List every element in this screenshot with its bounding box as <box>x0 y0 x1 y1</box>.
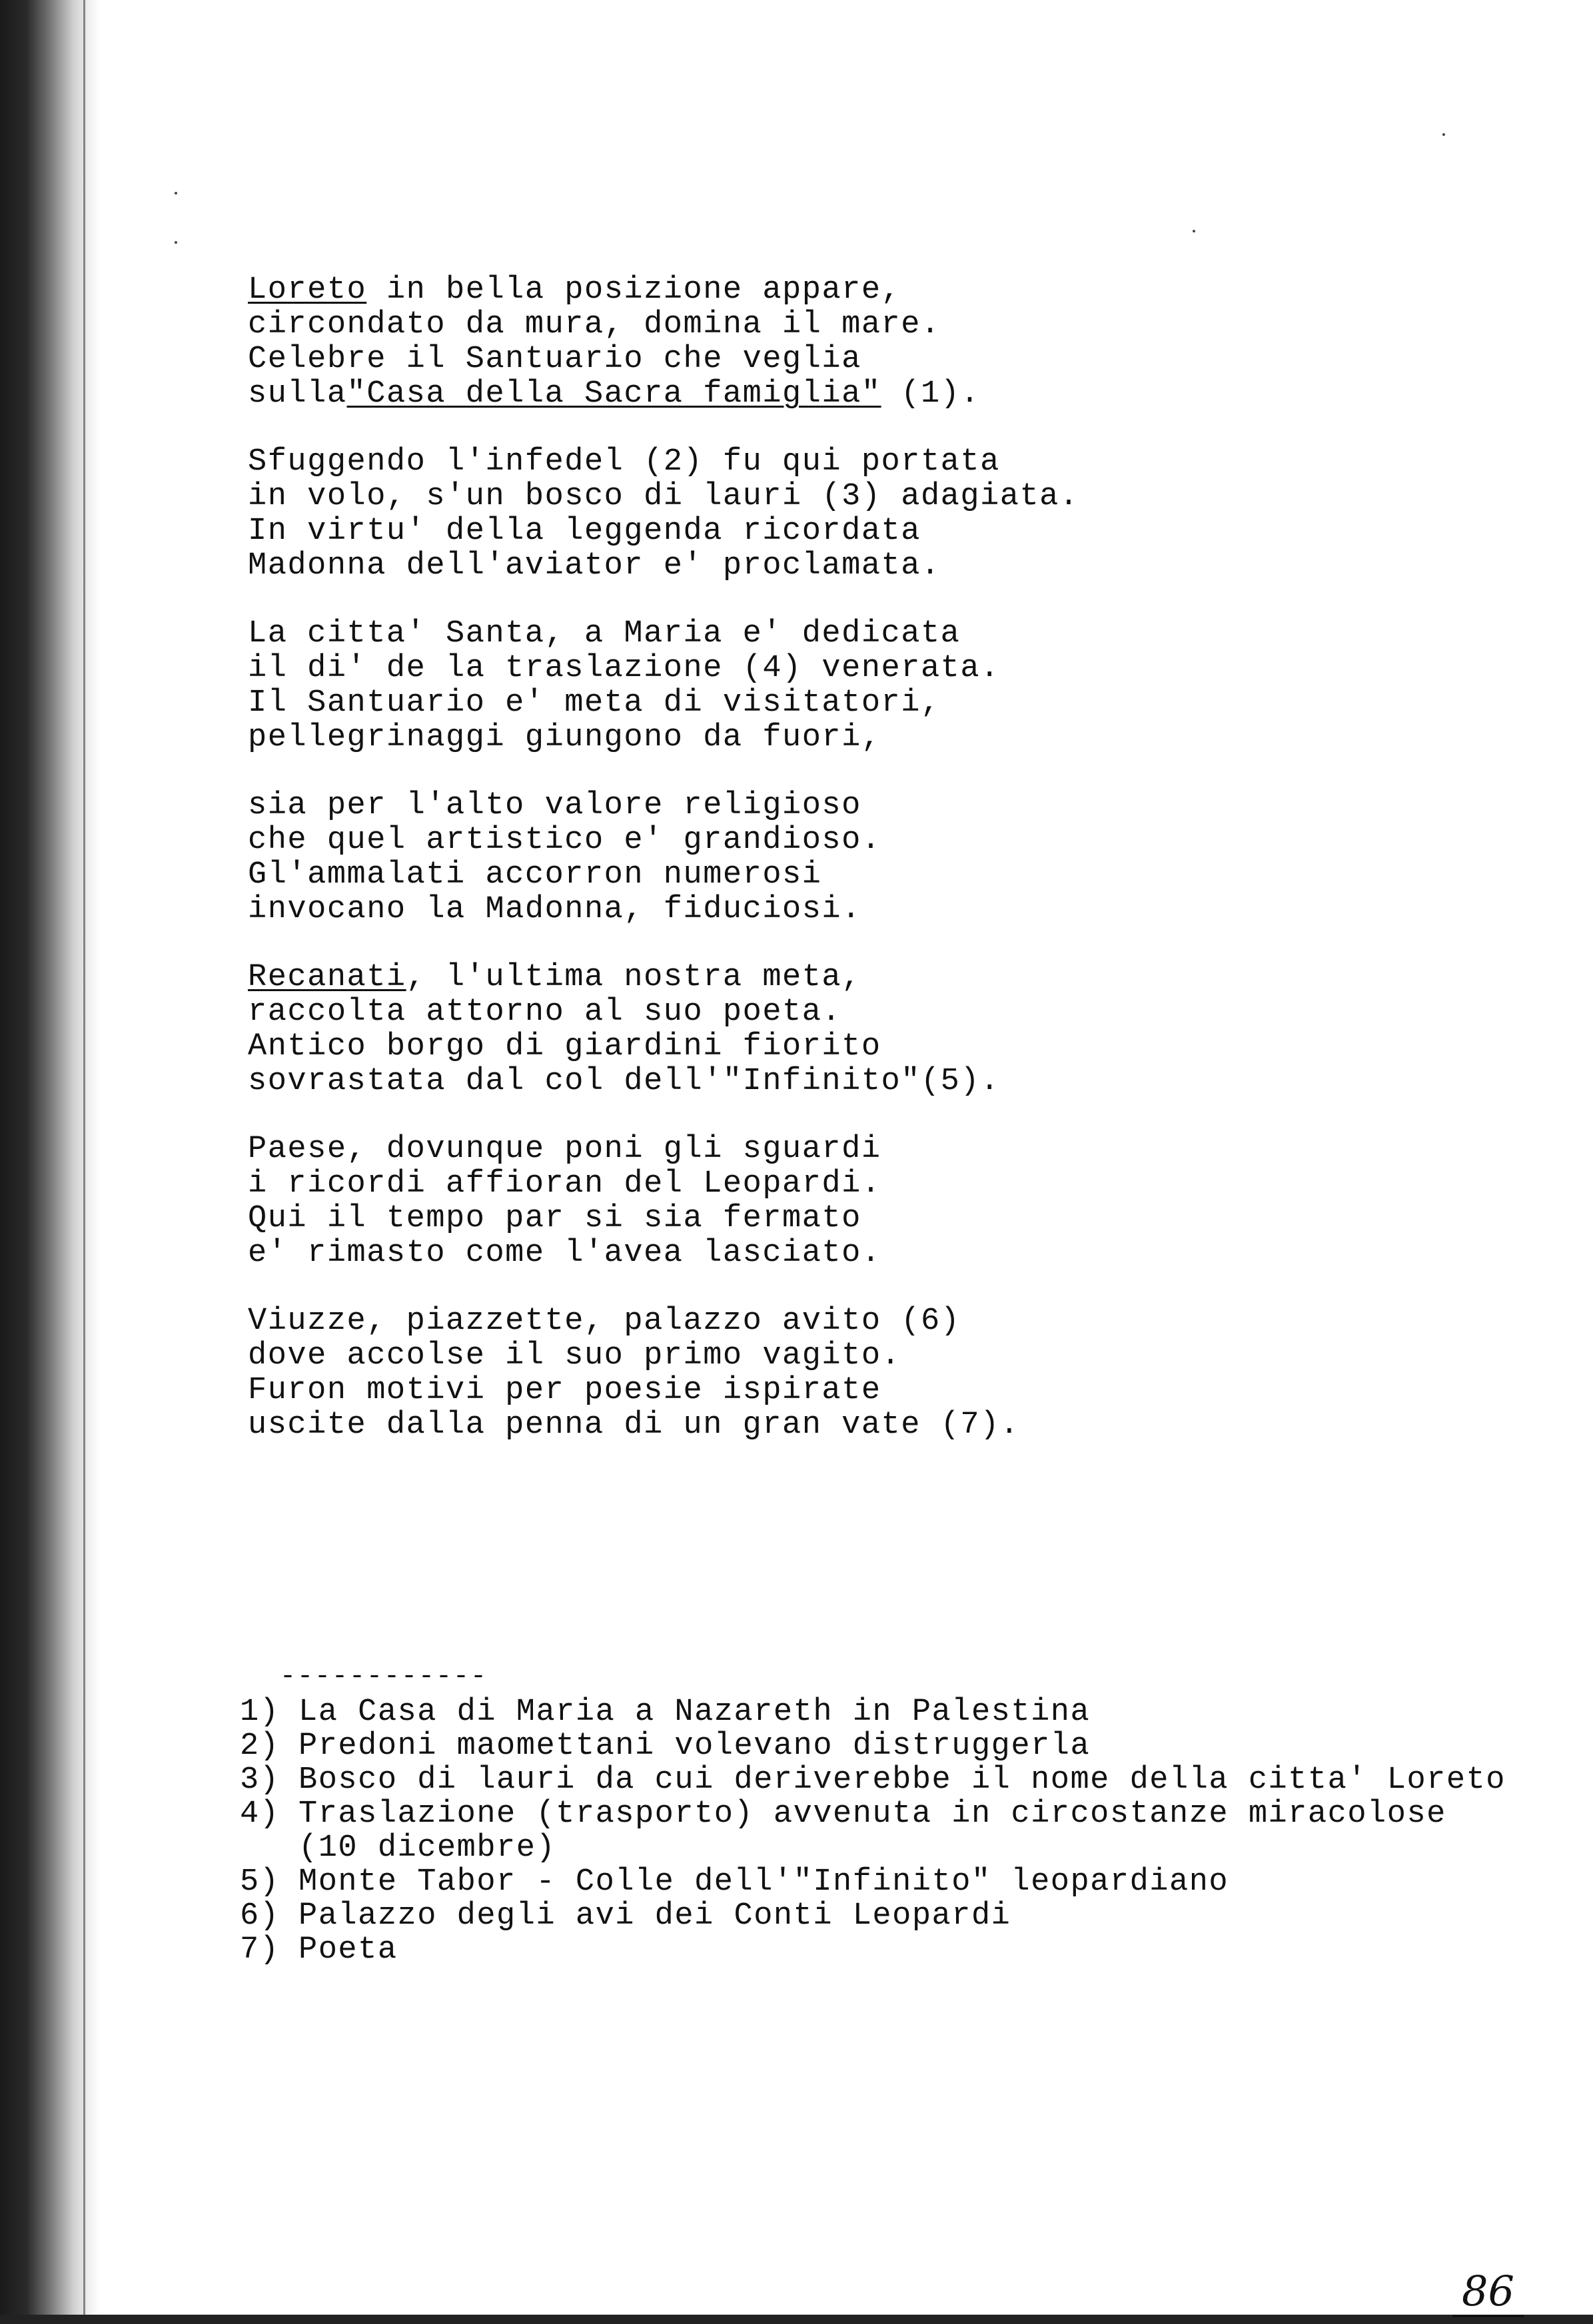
poem-line <box>248 480 1181 514</box>
line-text: Furon motivi per poesie ispirate <box>248 1373 881 1408</box>
poem-line <box>248 1373 1181 1408</box>
poem-line <box>248 651 1181 686</box>
line-text: in volo, s'un bosco di lauri (3) adagiata. <box>248 479 1079 514</box>
line-text: Sfuggendo l'infedel (2) fu qui portata <box>248 444 1000 480</box>
footnotes <box>240 1695 1566 1967</box>
footnote-item <box>240 1695 1566 1729</box>
scan-speck <box>175 192 177 194</box>
poem-line <box>248 686 1181 721</box>
poem-line <box>248 1167 1181 1202</box>
line-text: invocano la Madonna, fiduciosi. <box>248 892 861 927</box>
poem-line <box>248 308 1181 342</box>
poem-line <box>248 1408 1181 1443</box>
footnote-text: Predoni maomettani volevano distruggerla <box>298 1729 1091 1764</box>
footnote-number: 7) <box>240 1932 280 1968</box>
footnote-text: Traslazione (trasporto) avvenuta in circostanze miracolose (10 dicembre) <box>298 1796 1446 1866</box>
poem-line <box>248 1132 1181 1167</box>
line-text: Paese, dovunque poni gli sguardi <box>248 1132 881 1167</box>
footnote-item <box>240 1763 1566 1797</box>
poem-line <box>248 858 1181 893</box>
footnote-item <box>240 1933 1566 1967</box>
line-text: , l'ultima nostra meta, <box>406 960 861 995</box>
line-text: La citta' Santa, a Maria e' dedicata <box>248 616 961 651</box>
footnote-text: Poeta <box>298 1932 398 1968</box>
scan-speck <box>1442 133 1445 136</box>
stanza <box>248 1132 1181 1271</box>
line-text: il di' de la traslazione (4) venerata. <box>248 651 1000 686</box>
footnote-number: 2) <box>240 1729 280 1764</box>
footnote-number: 1) <box>240 1695 280 1730</box>
line-text: in bella posizione appare, <box>366 272 901 308</box>
poem-line <box>248 549 1181 583</box>
stanza <box>248 273 1181 412</box>
line-text: Gl'ammalati accorron numerosi <box>248 857 822 893</box>
line-text: (1). <box>881 376 981 412</box>
poem-line <box>248 445 1181 480</box>
line-text: circondato da mura, domina il mare. <box>248 307 941 342</box>
poem-line <box>248 342 1181 377</box>
footnote-item <box>240 1865 1566 1899</box>
poem-line <box>248 789 1181 823</box>
scan-speck <box>1193 230 1195 232</box>
line-text: Madonna dell'aviator e' proclamata. <box>248 548 941 583</box>
poem-line <box>248 617 1181 651</box>
footnote-item <box>240 1899 1566 1933</box>
page-bottom-edge <box>0 2315 1593 2324</box>
poem-line <box>248 377 1181 412</box>
footnote-text: Palazzo degli avi dei Conti Leopardi <box>298 1898 1011 1934</box>
line-text: sulla <box>248 376 347 412</box>
page-number: 86 <box>1452 2268 1524 2317</box>
underlined-text: Loreto <box>248 272 367 308</box>
footnote-text: Bosco di lauri da cui deriverebbe il nome della citta' Loreto <box>298 1762 1506 1798</box>
poem-line <box>248 1236 1181 1271</box>
footnote-item <box>240 1797 1566 1865</box>
stanza <box>248 1304 1181 1443</box>
poem-line <box>248 273 1181 308</box>
stanza <box>248 789 1181 927</box>
line-text: Celebre il Santuario che veglia <box>248 342 861 377</box>
line-text: uscite dalla penna di un gran vate (7). <box>248 1407 1020 1443</box>
footnote-text: Monte Tabor - Colle dell'"Infinito" leopardiano <box>298 1864 1229 1900</box>
footnote-number: 4) <box>240 1796 280 1832</box>
poem-line <box>248 514 1181 549</box>
line-text: Il Santuario e' meta di visitatori, <box>248 685 941 721</box>
poem-line <box>248 893 1181 927</box>
line-text: sovrastata dal col dell'"Infinito"(5). <box>248 1064 1000 1099</box>
poem-line <box>248 1304 1181 1339</box>
line-text: raccolta attorno al suo poeta. <box>248 994 842 1030</box>
line-text: e' rimasto come l'avea lasciato. <box>248 1236 881 1271</box>
poem-line <box>248 1030 1181 1064</box>
line-text: sia per l'alto valore religioso <box>248 788 861 823</box>
scan-speck <box>175 241 177 244</box>
stanza <box>248 617 1181 755</box>
line-text: Qui il tempo par si sia fermato <box>248 1201 861 1236</box>
footnote-number: 5) <box>240 1864 280 1900</box>
poem-line <box>248 1064 1181 1099</box>
line-text: Antico borgo di giardini fiorito <box>248 1029 881 1064</box>
underlined-text: Recanati <box>248 960 406 995</box>
poem-line <box>248 1202 1181 1236</box>
footnote-divider: ------------ <box>280 1662 488 1692</box>
binding-edge <box>83 0 85 2324</box>
line-text: che quel artistico e' grandioso. <box>248 823 881 858</box>
line-text: Viuzze, piazzette, palazzo avito (6) <box>248 1304 961 1339</box>
poem-line <box>248 1339 1181 1373</box>
poem-line <box>248 721 1181 755</box>
footnote-item <box>240 1729 1566 1763</box>
footnote-number: 6) <box>240 1898 280 1934</box>
line-text: pellegrinaggi giungono da fuori, <box>248 720 881 755</box>
poem <box>248 273 1181 1476</box>
line-text: i ricordi affioran del Leopardi. <box>248 1166 881 1202</box>
poem-line <box>248 961 1181 995</box>
footnote-number: 3) <box>240 1762 280 1798</box>
stanza <box>248 961 1181 1099</box>
line-text: In virtu' della leggenda ricordata <box>248 514 921 549</box>
poem-line <box>248 823 1181 858</box>
poem-line <box>248 995 1181 1030</box>
line-text: dove accolse il suo primo vagito. <box>248 1338 901 1373</box>
stanza <box>248 445 1181 583</box>
underlined-text: "Casa della Sacra famiglia" <box>346 376 881 412</box>
footnote-text: La Casa di Maria a Nazareth in Palestina <box>298 1695 1091 1730</box>
